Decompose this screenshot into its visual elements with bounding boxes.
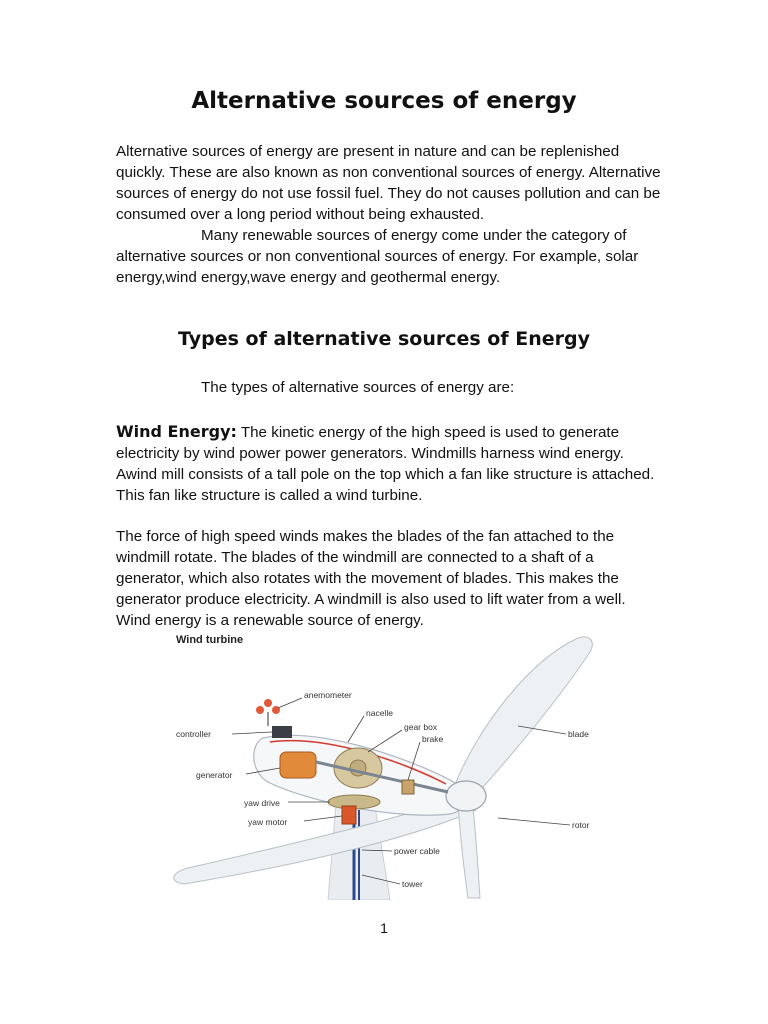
label-generator: generator [196,770,233,780]
document-title: Alternative sources of energy [191,88,577,114]
label-yaw-motor: yaw motor [248,817,288,827]
label-rotor: rotor [572,820,590,830]
label-controller: controller [176,729,211,739]
yaw-motor-shape [342,806,356,824]
label-brake: brake [422,734,444,744]
rotor-hub [446,781,486,811]
figure-title: Wind turbine [176,634,244,646]
anemometer-cup-3 [264,699,272,707]
intro-text-1: Alternative sources of energy are present in nature and can be replenished quickly. These are also known as non conventional sources of energy. Alternative sources of energy do not use fossil fuel. They do not causes pollution and can be consumed over a long period without being exhausted. [116,143,661,223]
section-heading: Types of alternative sources of Energy [178,328,590,350]
page-number: 1 [380,920,388,936]
controller-shape [272,726,292,738]
label-nacelle: nacelle [366,708,393,718]
types-intro: The types of alternative sources of energy are: [201,379,515,396]
label-blade: blade [568,729,589,739]
wind-turbine-figure [158,630,598,900]
brake-shape [402,780,414,794]
anemometer-cup-1 [256,706,264,714]
wind-energy-text: The kinetic energy of the high speed is used to generate electricity by wind power power generators. Windmills harness wind energy. Awind mill consists of a tall pole on the top which a fan like structure is attached. This fan like structure is called a wind turbine. [116,424,655,504]
label-gear-box: gear box [404,722,438,732]
anemometer-cup-2 [272,706,280,714]
wind-turbine-diagram [158,630,598,900]
label-anemometer: anemometer [304,690,352,700]
label-tower: tower [402,879,423,889]
label-yaw-drive: yaw drive [244,798,280,808]
wind-energy-heading: Wind Energy: [116,422,237,441]
intro-text-2: Many renewable sources of energy come under the category of alternative sources or non conventional sources of energy. For example, solar energy,wind energy,wave energy and geothermal energy. [116,227,639,286]
intro-paragraph-1 [116,141,661,288]
wind-energy-paragraph-2: The force of high speed winds makes the blades of the fan attached to the windmill rotate. The blades of the windmill are connected to a shaft of a generator, which also rotates with the movement of blades. This makes the generator produce electricity. A windmill is also used to lift water from a well. Wind energy is a renewable source of energy. [116,528,626,629]
generator-shape [280,752,316,778]
wind-energy-paragraph [116,421,661,506]
label-power-cable: power cable [394,846,440,856]
